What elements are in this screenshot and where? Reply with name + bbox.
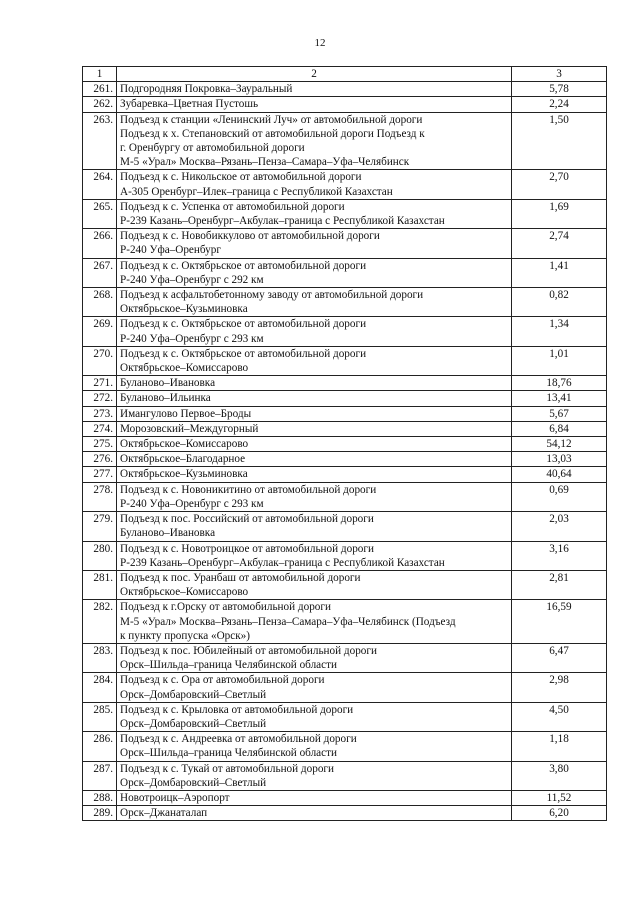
road-name-line: М-5 «Урал» Москва–Рязань–Пенза–Самара–Уфа–Челябинск [120,156,410,169]
table-header-row [83,67,607,82]
table-row [83,790,607,805]
road-name [117,643,512,672]
road-name [117,317,512,346]
road-name-line: Октябрьское–Комиссарово [120,362,249,375]
road-name-line: Новотроицк–Аэропорт [120,791,230,804]
road-name [117,288,512,317]
road-name-line: Р-239 Казань–Оренбург–Акбулак–граница с Республикой Казахстан [120,556,445,569]
road-name-line: Подъезд к с. Успенка от автомобильной дороги [120,200,345,213]
row-number: 278. [83,482,117,511]
road-length-km: 2,24 [512,97,607,112]
road-length-km: 1,50 [512,112,607,170]
row-number: 266. [83,229,117,258]
road-name-line: Орск–Джанаталап [120,807,208,820]
road-name-line: Октябрьское–Комиссарово [120,586,249,599]
table-row [83,170,607,199]
table-row [83,229,607,258]
road-name-line: Орск–Шильда–граница Челябинской области [120,659,337,672]
roads-table [82,66,607,821]
road-name-line: Октябрьское–Кузьминовка [120,303,248,316]
road-length-km: 1,34 [512,317,607,346]
road-name [117,97,512,112]
road-length-km: 1,18 [512,732,607,761]
row-number: 273. [83,406,117,421]
road-name [117,512,512,541]
road-length-km: 2,98 [512,673,607,702]
road-length-km: 6,20 [512,806,607,821]
row-number: 289. [83,806,117,821]
table-row [83,643,607,672]
row-number: 261. [83,82,117,97]
road-name-line: Октябрьское–Кузьминовка [120,468,248,481]
road-name [117,199,512,228]
road-name-line: Октябрьское–Благодарное [120,453,246,466]
road-name-line: Подъезд к х. Степановский от автомобильной дороги Подъезд к [120,127,425,140]
road-length-km: 0,82 [512,288,607,317]
row-number: 265. [83,199,117,228]
road-name-line: Подъезд к с. Андреевка от автомобильной дороги [120,733,357,746]
table-row [83,482,607,511]
table-row [83,673,607,702]
road-name-line: Имангулово Первое–Броды [120,407,252,420]
road-name [117,673,512,702]
row-number: 276. [83,452,117,467]
row-number: 262. [83,97,117,112]
road-name [117,258,512,287]
row-number: 282. [83,600,117,644]
road-length-km: 2,81 [512,570,607,599]
road-name-line: Подъезд к с. Никольское от автомобильной дороги [120,171,362,184]
road-name-line: Подъезд к с. Новобиккулово от автомобильной дороги [120,230,380,243]
road-length-km: 3,16 [512,541,607,570]
road-name-line: Буланово–Ивановка [120,527,216,540]
table-row [83,467,607,482]
road-name-line: Подъезд к с. Новоникитино от автомобильной дороги [120,483,377,496]
road-name [117,452,512,467]
road-name-line: А-305 Оренбург–Илек–граница с Республикой Казахстан [120,185,393,198]
road-name-line: Подъезд к с. Новотроицкое от автомобильной дороги [120,542,374,555]
row-number: 264. [83,170,117,199]
table-row [83,112,607,170]
road-name [117,376,512,391]
road-name [117,229,512,258]
page-number: 12 [314,37,326,49]
row-number: 267. [83,258,117,287]
road-name-line: Подъезд к пос. Юбилейный от автомобильной дороги [120,644,377,657]
row-number: 284. [83,673,117,702]
table-row [83,97,607,112]
road-length-km: 0,69 [512,482,607,511]
row-number: 279. [83,512,117,541]
road-name-line: г. Оренбургу от автомобильной дороги [120,142,305,155]
road-name [117,761,512,790]
table-row [83,376,607,391]
table-row [83,437,607,452]
road-name-line: Орск–Шильда–граница Челябинской области [120,747,337,760]
table-row [83,199,607,228]
road-name-line: Буланово–Ивановка [120,377,216,390]
road-name-line: Подъезд к с. Крыловка от автомобильной дороги [120,703,354,716]
road-name-line: Подъезд к с. Октябрьское от автомобильной дороги [120,259,367,272]
road-length-km: 1,69 [512,199,607,228]
header-col-name: 2 [117,67,512,82]
road-name-line: к пункту пропуска «Орск») [120,629,250,642]
table-row [83,391,607,406]
road-name-line: Подъезд к асфальтобетонному заводу от автомобильной дороги [120,289,424,302]
road-name [117,806,512,821]
road-length-km: 5,78 [512,82,607,97]
road-length-km: 4,50 [512,702,607,731]
road-length-km: 2,74 [512,229,607,258]
road-length-km: 13,41 [512,391,607,406]
table-row [83,600,607,644]
road-name [117,541,512,570]
road-name [117,570,512,599]
road-length-km: 2,70 [512,170,607,199]
row-number: 283. [83,643,117,672]
road-name-line: Орск–Домбаровский–Светлый [120,688,267,701]
road-length-km: 40,64 [512,467,607,482]
road-name-line: Подъезд к г.Орску от автомобильной дороги [120,601,331,614]
row-number: 285. [83,702,117,731]
road-name [117,437,512,452]
table-row [83,346,607,375]
road-name [117,732,512,761]
road-name-line: М-5 «Урал» Москва–Рязань–Пенза–Самара–Уфа–Челябинск (Подъезд [120,615,456,628]
road-length-km: 13,03 [512,452,607,467]
road-name-line: Зубаревка–Цветная Пустошь [120,98,259,111]
road-name-line: Подъезд к с. Ора от автомобильной дороги [120,674,325,687]
row-number: 271. [83,376,117,391]
table-row [83,761,607,790]
road-name [117,467,512,482]
road-name [117,346,512,375]
table-row [83,512,607,541]
road-name [117,702,512,731]
road-length-km: 1,01 [512,346,607,375]
road-name [117,82,512,97]
row-number: 272. [83,391,117,406]
road-name-line: Орск–Домбаровский–Светлый [120,776,267,789]
table-row [83,82,607,97]
road-name [117,391,512,406]
row-number: 263. [83,112,117,170]
road-name [117,112,512,170]
road-length-km: 16,59 [512,600,607,644]
row-number: 268. [83,288,117,317]
road-name-line: Подъезд к пос. Уранбаш от автомобильной дороги [120,571,361,584]
table-row [83,570,607,599]
row-number: 277. [83,467,117,482]
road-length-km: 2,03 [512,512,607,541]
road-name-line: Р-240 Уфа–Оренбург с 292 км [120,273,264,286]
table-row [83,258,607,287]
road-name [117,600,512,644]
road-length-km: 3,80 [512,761,607,790]
row-number: 270. [83,346,117,375]
header-col-length: 3 [512,67,607,82]
road-name [117,790,512,805]
road-name-line: Р-240 Уфа–Оренбург с 293 км [120,332,264,345]
row-number: 288. [83,790,117,805]
road-name-line: Буланово–Ильинка [120,392,211,405]
road-name [117,406,512,421]
road-name-line: Орск–Домбаровский–Светлый [120,717,267,730]
table-row [83,421,607,436]
row-number: 286. [83,732,117,761]
road-length-km: 6,47 [512,643,607,672]
row-number: 281. [83,570,117,599]
road-name-line: Подгородняя Покровка–Зауральный [120,83,293,96]
table-row [83,806,607,821]
road-length-km: 18,76 [512,376,607,391]
row-number: 269. [83,317,117,346]
table-row [83,732,607,761]
table-row [83,317,607,346]
road-name-line: Подъезд к пос. Российский от автомобильной дороги [120,513,374,526]
road-name-line: Подъезд к с. Тукай от автомобильной дороги [120,762,334,775]
table-row [83,288,607,317]
table-row [83,452,607,467]
road-name-line: Подъезд к с. Октябрьское от автомобильной дороги [120,347,367,360]
table-row [83,541,607,570]
road-name [117,482,512,511]
roads-table-body [83,67,607,821]
row-number: 274. [83,421,117,436]
road-name-line: Подъезд к станции «Ленинский Луч» от автомобильной дороги [120,113,423,126]
road-name [117,170,512,199]
row-number: 275. [83,437,117,452]
road-length-km: 54,12 [512,437,607,452]
road-name-line: Р-239 Казань–Оренбург–Акбулак–граница с Республикой Казахстан [120,215,445,228]
road-name [117,421,512,436]
header-col-number: 1 [83,67,117,82]
road-name-line: Р-240 Уфа–Оренбург с 293 км [120,497,264,510]
table-row [83,406,607,421]
road-name-line: Октябрьское–Комиссарово [120,438,249,451]
road-length-km: 1,41 [512,258,607,287]
road-length-km: 6,84 [512,421,607,436]
road-name-line: Р-240 Уфа–Оренбург [120,244,221,257]
row-number: 287. [83,761,117,790]
road-name-line: Морозовский–Междугорный [120,422,259,435]
road-length-km: 11,52 [512,790,607,805]
table-row [83,702,607,731]
row-number: 280. [83,541,117,570]
road-length-km: 5,67 [512,406,607,421]
road-name-line: Подъезд к с. Октябрьское от автомобильной дороги [120,318,367,331]
